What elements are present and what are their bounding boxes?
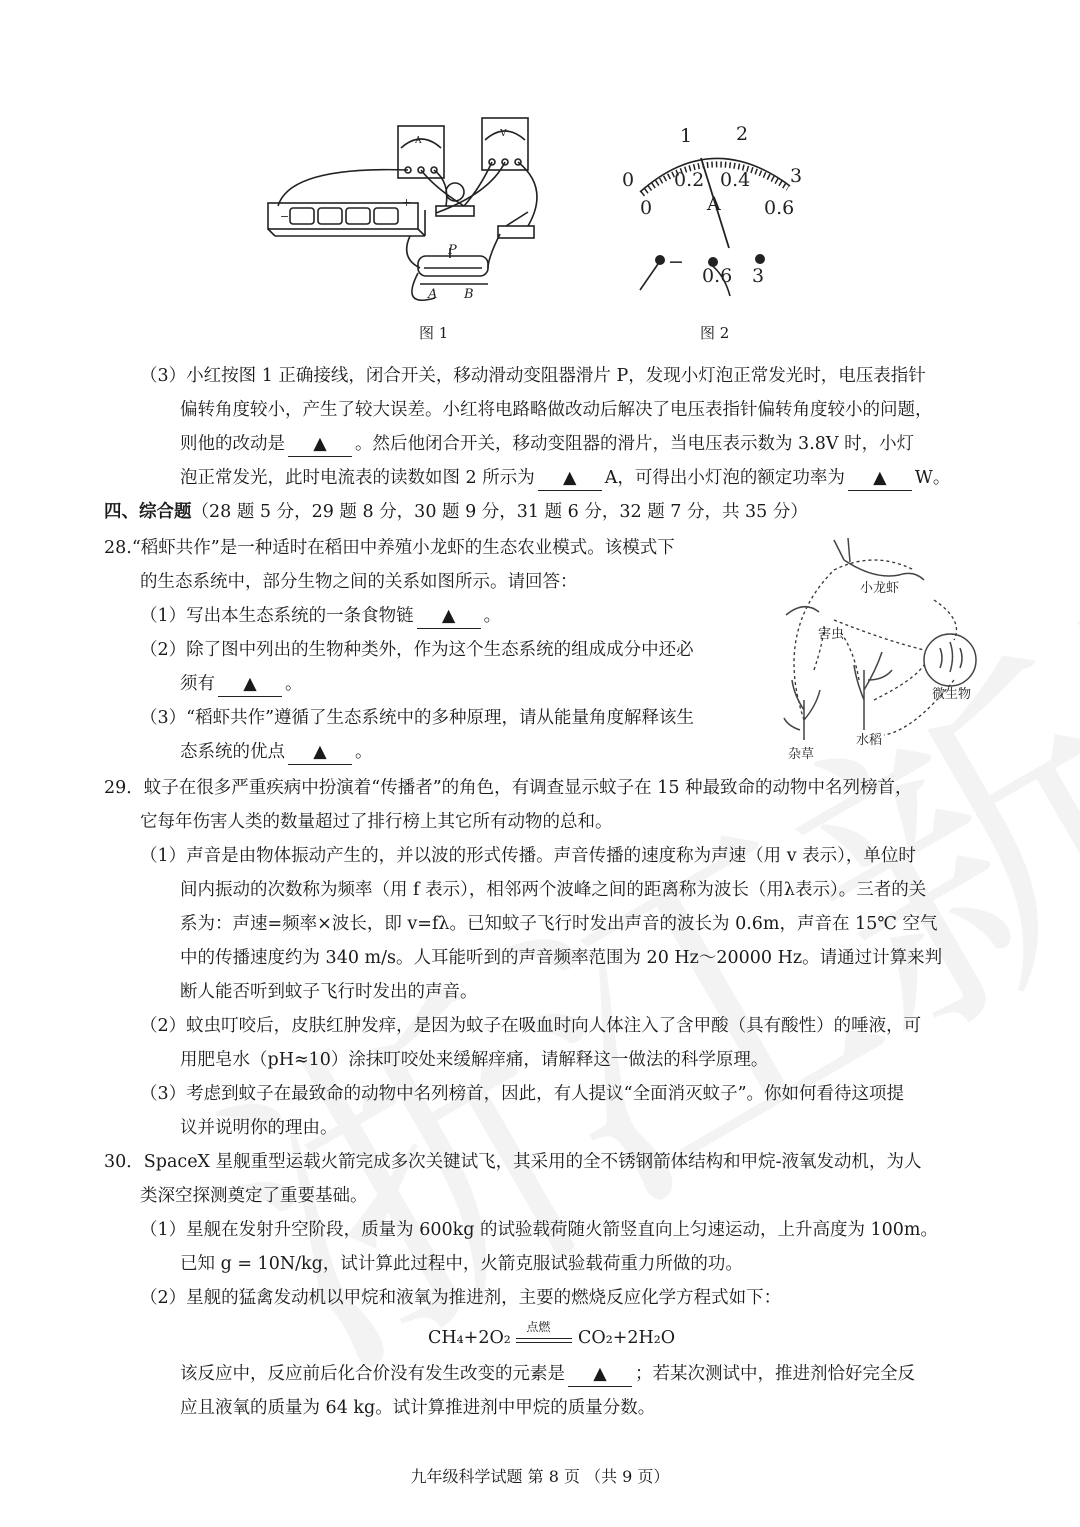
q28-line-5-text-b: 。 xyxy=(285,674,303,694)
q28-line-6: （3）“稻虾共作”遵循了生态系统中的多种原理，请从能量角度解释该生 xyxy=(140,708,695,728)
q30-line-3: （1）星舰在发射升空阶段，质量为 600kg 的试验载荷随火箭竖直向上匀速运动，上升高度为 100m。 xyxy=(140,1220,939,1240)
chemical-equation xyxy=(428,1319,676,1350)
q28-line-7-text-a: 态系统的优点 xyxy=(180,742,285,762)
q3-line-4-text-b: A，可得出小灯泡的额定功率为 xyxy=(604,468,845,488)
q28-line-5 xyxy=(180,672,303,697)
q29-line-3: （1）声音是由物体振动产生的，并以波的形式传播。声音传播的速度称为声速（用 v 表示），单位时 xyxy=(140,846,916,866)
q30-line-4: 已知 g = 10N/kg，试计算此过程中，火箭克服试验载荷重力所做的功。 xyxy=(180,1254,743,1274)
q3-line-1: （3）小红按图 1 正确接线，闭合开关，移动滑动变阻器滑片 P，发现小灯泡正常发光时，电压表指针 xyxy=(140,366,926,386)
plus-label: + xyxy=(402,196,412,209)
eco-label-microbe: 微生物 xyxy=(932,687,972,702)
equation-equals-line-2 xyxy=(516,1342,572,1343)
ammeter-label: A xyxy=(415,136,422,146)
q29-line-5: 系为：声速=频率×波长，即 v=fλ。已知蚊子飞行时发出声音的波长为 0.6m，声音在 15℃ 空气 xyxy=(180,914,938,934)
answer-blank[interactable]: ▲ xyxy=(568,1362,632,1387)
minus-label: − xyxy=(280,210,290,223)
equation-left: CH₄+2O₂ xyxy=(428,1328,511,1348)
q28-line-2: 的生态系统中，部分生物之间的关系如图所示。请回答： xyxy=(140,572,578,592)
q30-line-6 xyxy=(180,1362,915,1387)
section-4-heading xyxy=(104,500,808,524)
eco-label-shrimp: 小龙虾 xyxy=(860,581,900,596)
q30-line-1: 30．SpaceX 星舰重型运载火箭完成多次关键试飞，其采用的全不锈钢箭体结构和甲烷-液氧发动机，为人 xyxy=(104,1152,922,1172)
q29-line-1: 29．蚊子在很多严重疾病中扮演着“传播者”的角色，有调查显示蚊子在 15 种最致命的动物中名列榜首， xyxy=(104,778,913,798)
q29-line-8: （2）蚊虫叮咬后，皮肤红肿发痒，是因为蚊子在吸血时向人体注入了含甲酸（具有酸性）的唾液，可 xyxy=(140,1016,922,1036)
terminal-minus-dot xyxy=(655,255,665,265)
section-4-scores: （28 题 5 分，29 题 8 分，30 题 9 分，31 题 6 分，32 题 7 分，共 35 分） xyxy=(191,502,808,522)
q30-line-2: 类深空探测奠定了重要基础。 xyxy=(140,1186,368,1206)
q30-line-6-text-b: ；若某次测试中，推进剂恰好完全反 xyxy=(635,1364,915,1384)
top-scale-0: 0 xyxy=(622,169,635,191)
voltmeter-label: V xyxy=(500,129,507,139)
q28-line-3-text-a: （1）写出本生态系统的一条食物链 xyxy=(140,606,414,626)
figure-1-caption: 图 1 xyxy=(419,324,449,342)
q29-line-9: 用肥皂水（pH≈10）涂抹叮咬处来缓解痒痛，请解释这一做法的科学原理。 xyxy=(180,1050,769,1070)
answer-blank[interactable]: ▲ xyxy=(218,672,282,697)
terminal-3-label: 3 xyxy=(752,265,765,287)
top-scale-3: 3 xyxy=(790,165,803,187)
q3-line-4-text-c: W。 xyxy=(914,468,951,488)
unit-a-label: A xyxy=(707,193,721,215)
top-scale-1: 1 xyxy=(680,125,693,147)
q29-line-4: 间内振动的次数称为频率（用 f 表示），相邻两个波峰之间的距离称为波长（用λ表示）。三者的关 xyxy=(180,880,927,900)
figure-1-circuit xyxy=(260,108,550,318)
answer-blank[interactable]: ▲ xyxy=(288,432,352,457)
q28-line-7-text-b: 。 xyxy=(355,742,373,762)
q28-line-1: 28.“稻虾共作”是一种适时在稻田中养殖小龙虾的生态农业模式。该模式下 xyxy=(104,538,675,558)
end-a-label: A xyxy=(428,287,438,302)
q29-line-2: 它每年伤害人类的数量超过了排行榜上其它所有动物的总和。 xyxy=(140,812,613,832)
q3-line-2: 偏转角度较小，产生了较大误差。小红将电路略做改动后解决了电压表指针偏转角度较小的问题， xyxy=(180,400,933,420)
ecosystem-diagram xyxy=(764,530,984,760)
equation-equals-line xyxy=(516,1338,572,1339)
q29-line-10: （3）考虑到蚊子在最致命的动物中名列榜首，因此，有人提议“全面消灭蚊子”。你如何看待这项提 xyxy=(140,1084,905,1104)
eco-label-weed: 杂草 xyxy=(788,747,815,760)
equation-right: CO₂+2H₂O xyxy=(577,1328,676,1348)
q29-line-11: 议并说明你的理由。 xyxy=(180,1118,338,1138)
bottom-scale-02: 0.2 xyxy=(674,169,705,191)
answer-blank[interactable]: ▲ xyxy=(848,466,912,491)
bottom-scale-06: 0.6 xyxy=(764,197,795,219)
q30-line-6-text-a: 该反应中，反应前后化合价没有发生改变的元素是 xyxy=(180,1364,565,1384)
figure-2-ammeter-dial xyxy=(612,118,812,298)
q28-line-7 xyxy=(180,740,373,765)
terminal-minus-label: − xyxy=(668,251,684,273)
answer-blank[interactable]: ▲ xyxy=(417,604,481,629)
bottom-scale-0: 0 xyxy=(640,197,653,219)
slider-p-label: P xyxy=(448,243,457,258)
q29-line-6: 中的传播速度约为 340 m/s。人耳能听到的声音频率范围为 20 Hz～20000 Hz。请通过计算来判 xyxy=(180,948,943,968)
page-footer: 九年级科学试题 第 8 页 （共 9 页） xyxy=(410,1467,670,1486)
q28-line-3 xyxy=(140,604,501,629)
answer-blank[interactable]: ▲ xyxy=(538,466,602,491)
section-4-title: 四、综合题 xyxy=(104,502,192,522)
figure-2-caption: 图 2 xyxy=(700,324,730,342)
q28-line-4: （2）除了图中列出的生物种类外，作为这个生态系统的组成成分中还必 xyxy=(140,640,694,660)
q3-line-3 xyxy=(180,432,914,457)
q3-line-3-text-b: 。然后他闭合开关，移动变阻器的滑片，当电压表示数为 3.8V 时，小灯 xyxy=(355,434,915,454)
equation-condition: 点燃 xyxy=(526,1319,551,1334)
q30-line-5: （2）星舰的猛禽发动机以甲烷和液氧为推进剂，主要的燃烧反应化学方程式如下： xyxy=(140,1288,782,1308)
q29-line-7: 断人能否听到蚊子飞行时发出的声音。 xyxy=(180,982,478,1002)
eco-label-pest: 害虫 xyxy=(818,627,845,642)
q28-line-5-text-a: 须有 xyxy=(180,674,215,694)
q30-line-7: 应且液氧的质量为 64 kg。试计算推进剂中甲烷的质量分数。 xyxy=(180,1398,656,1418)
top-scale-2: 2 xyxy=(736,123,749,145)
end-b-label: B xyxy=(464,287,474,302)
answer-blank[interactable]: ▲ xyxy=(288,740,352,765)
q28-line-3-text-b: 。 xyxy=(483,606,502,626)
eco-label-rice: 水稻 xyxy=(856,733,883,748)
q3-line-4-text-a: 泡正常发光，此时电流表的读数如图 2 所示为 xyxy=(180,468,535,488)
bottom-scale-04: 0.4 xyxy=(720,169,751,191)
q3-line-4 xyxy=(180,466,950,491)
q3-line-3-text-a: 则他的改动是 xyxy=(180,434,285,454)
terminal-06-label: 0.6 xyxy=(702,265,733,287)
terminal-3-dot xyxy=(755,254,765,264)
